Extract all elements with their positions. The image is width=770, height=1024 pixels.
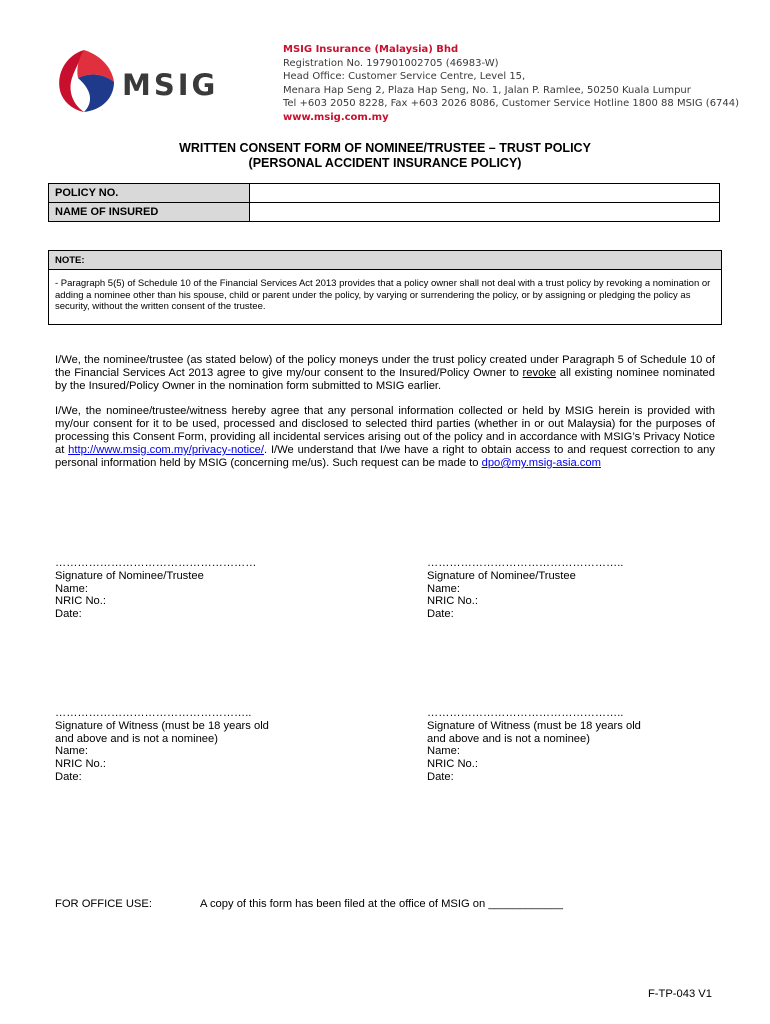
name-label: Name: xyxy=(55,745,88,758)
consent-text-2: all existing nominee nominated by the Insured/Policy Owner in the nomination form submitted to MSIG earlier. xyxy=(55,367,715,392)
registration-number: Registration No. 197901002705 (46983-W) xyxy=(283,57,499,69)
signature-line[interactable]: …………………………………………….. xyxy=(427,707,624,719)
date-label: Date: xyxy=(427,770,454,783)
policy-details-table xyxy=(48,183,720,222)
office-use-text: A copy of this form has been filed at the office of MSIG on ____________ xyxy=(200,898,564,910)
nric-label: NRIC No.: xyxy=(427,595,478,608)
nric-label: NRIC No.: xyxy=(427,758,478,771)
policy-no-field[interactable] xyxy=(250,184,720,203)
company-website-link[interactable]: www.msig.com.my xyxy=(283,111,389,123)
insured-name-row xyxy=(49,203,720,222)
company-info xyxy=(283,43,739,125)
revoke-word: revoke xyxy=(522,367,557,379)
name-label: Name: xyxy=(55,582,88,595)
nric-label: NRIC No.: xyxy=(55,758,106,771)
nric-label: NRIC No.: xyxy=(55,595,106,608)
signature-line[interactable]: …………………………………………….. xyxy=(55,707,252,719)
office-use-label: FOR OFFICE USE: xyxy=(55,898,152,910)
consent-paragraph xyxy=(55,354,715,393)
nominee-signature-block-2 xyxy=(427,557,623,621)
witness-signature-block-1 xyxy=(55,707,269,784)
name-label: Name: xyxy=(427,582,460,595)
msig-logo-icon xyxy=(54,48,118,119)
company-contact: Tel +603 2050 8228, Fax +603 2026 8086, Customer Service Hotline 1800 88 MSIG (6744) xyxy=(283,98,740,110)
name-label: Name: xyxy=(427,745,460,758)
signature-title: Signature of Witness (must be 18 years old xyxy=(427,719,641,732)
signature-title-cont: and above and is not a nominee) xyxy=(427,732,590,745)
insured-name-label: NAME OF INSURED xyxy=(49,203,250,222)
form-title-line1: WRITTEN CONSENT FORM OF NOMINEE/TRUSTEE – TRUST POLICY xyxy=(179,141,591,155)
note-box xyxy=(48,250,722,325)
signature-title-cont: and above and is not a nominee) xyxy=(55,732,218,745)
form-title xyxy=(0,141,770,171)
witness-signature-block-2 xyxy=(427,707,641,784)
insured-name-field[interactable] xyxy=(250,203,720,222)
date-label: Date: xyxy=(55,770,82,783)
policy-no-label: POLICY NO. xyxy=(49,184,250,203)
head-office: Head Office: Customer Service Centre, Level 15, xyxy=(283,71,526,83)
logo-wordmark: MSIG xyxy=(122,68,219,102)
privacy-text-2: . I/We understand that I/we have a right to obtain access to and request correction to any personal information held by MSIG (concerning me/us). Such request can be made to xyxy=(55,444,715,469)
signature-title: Signature of Witness (must be 18 years old xyxy=(55,719,269,732)
form-code: F-TP-043 V1 xyxy=(647,988,712,1000)
dpo-email-link[interactable]: dpo@my.msig-asia.com xyxy=(481,457,601,469)
company-name: MSIG Insurance (Malaysia) Bhd xyxy=(283,44,459,55)
date-label: Date: xyxy=(55,608,82,621)
signature-title: Signature of Nominee/Trustee xyxy=(427,569,576,582)
consent-text-1: I/We, the nominee/trustee (as stated below) of the policy moneys under the trust policy created under Paragraph 5 of Schedule 10 of the Financial Services Act 2013 agree to give my/our consent to the Insured/Policy Owner to xyxy=(55,354,715,379)
form-title-line2: (PERSONAL ACCIDENT INSURANCE POLICY) xyxy=(248,156,522,170)
nominee-signature-block-1 xyxy=(55,557,256,621)
signature-line[interactable]: ……………………………………………… xyxy=(55,557,257,569)
privacy-text-1: I/We, the nominee/trustee/witness hereby agree that any personal information collected or held by MSIG herein is provided with my/our consent for it to be used, processed and disclosed to selected third parties (whether in or out Malaysia) for the purposes of processing this Consent Form, providing all incidental services arising out of the policy and in accordance with MSIG’s Privacy Notice at xyxy=(55,405,715,456)
privacy-notice-link[interactable]: http://www.msig.com.my/privacy-notice/ xyxy=(68,444,265,456)
note-text: - Paragraph 5(5) of Schedule 10 of the Financial Services Act 2013 provides that a policy owner shall not deal with a trust policy by revoking a nomination or adding a nominee other than his spouse, child or parent under the policy, by varying or surrendering the policy, or by assigning or pledging the policy as security, without the written consent of the trustee. xyxy=(55,278,711,313)
company-address: Menara Hap Seng 2, Plaza Hap Seng, No. 1, Jalan P. Ramlee, 50250 Kuala Lumpur xyxy=(283,84,691,96)
date-label: Date: xyxy=(427,608,454,621)
note-heading: NOTE: xyxy=(49,251,721,270)
signature-line[interactable]: …………………………………………….. xyxy=(427,557,624,569)
privacy-paragraph xyxy=(55,405,715,470)
policy-no-row xyxy=(49,184,720,203)
signature-title: Signature of Nominee/Trustee xyxy=(55,569,204,582)
